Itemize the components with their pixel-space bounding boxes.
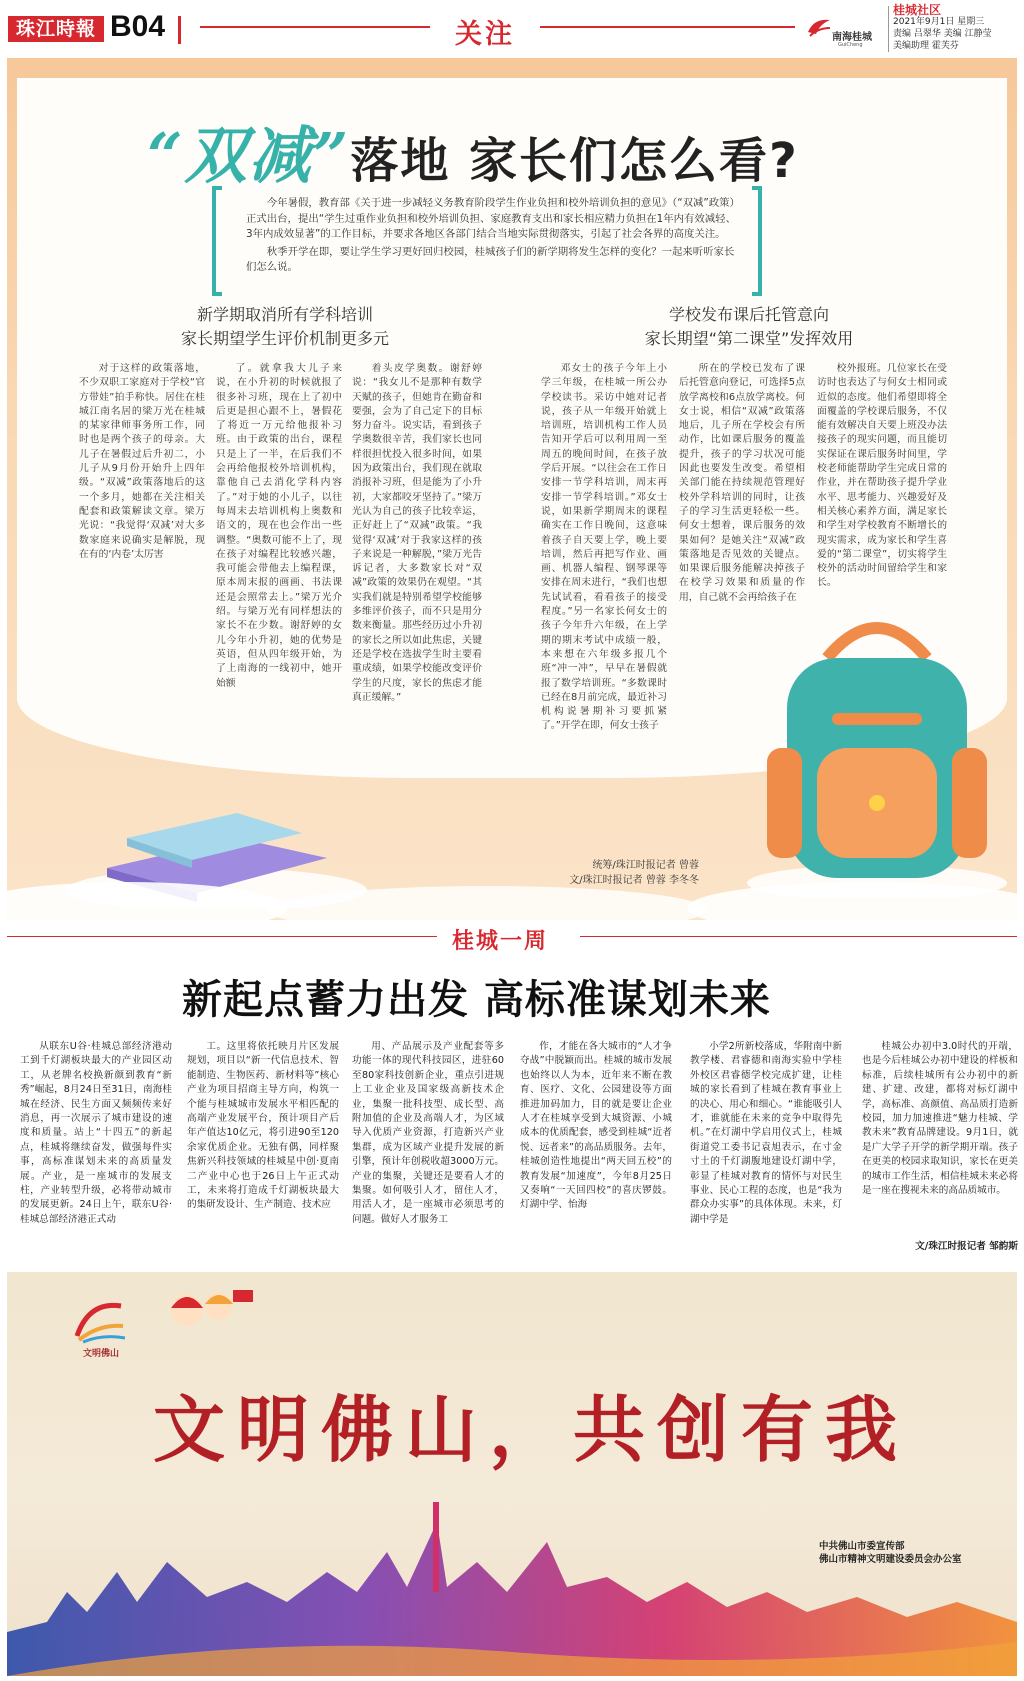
ad-logo-text: 文明佛山 — [83, 1349, 120, 1359]
feature-byline — [519, 858, 699, 888]
newspaper-logo: 珠江時報 — [8, 16, 104, 42]
section-title: 关注 — [455, 19, 515, 50]
nanhai-guicheng-brand — [806, 14, 886, 48]
issue-date: 2021年9月1日 星期三 — [893, 17, 985, 27]
article-column-4: 邓女士的孩子今年上小学三年级，在桂城一所公办学校读书。采访中她对记者说，孩子从一年级开始就上培训班，培训机构工作人员告知开学后可以利用周一至周五的晚间时间，在孩子放学后开展。“以往会在工作日安排一节学科培训，周末再安排一节学科培训。”邓女士说，如果新学期周末的课程确实在工作日晚间，这意味着孩子自天要上学，晚上要培训，然后再把写作业、画画、机器人编程、钢琴课等安排在周末进行，“我们也想先试试看，看看孩子的接受程度。”另一名家长何女士的孩子今年升六年级，在上学期的期末考试中成绩一般，本来想在六年级多报几个班“冲一冲”，早早在暑假就报了数学培训班。“多数课时已经在8月前完成，最近补习机构说暑期补习要抓紧了。”开学在即，何女士孩子 — [541, 363, 667, 732]
left-subheading-line-1: 新学期取消所有学科培训 — [196, 305, 373, 324]
weekly-column-1: 从联东U谷·桂城总部经济港动工到千灯湖板块最大的产业园区动工，从老牌名校换新颜到教育“新秀”崛起，8月24日至31日，南海桂城在经济、民生方面又频频传来好消息，再一次展示了城市建设的速度和质量。站上“十四五”的新起点，桂城将继续奋发，做强每件实事，高标准谋划未来的高质量发展。产业，是一座城市的发展支柱，产业转型升级，必将带动城市的发展更新。24日上午，联东U谷·桂城总部经济港正式动 — [20, 1041, 172, 1225]
double-reduction-feature — [7, 58, 1017, 920]
page-number: B04 — [110, 10, 166, 43]
weekly-section-header — [0, 924, 1024, 954]
masthead-rule-right — [540, 26, 795, 28]
weekly-byline: 文/珠江时报记者 邹韵斯 — [915, 1241, 1018, 1252]
article-column-2: 了。就拿我大儿子来说，在小升初的时候就报了很多补习班，现在上了初中后更是担心跟不上，暑假花了将近一万元给他报补习班。由于政策的出台，课程只是上了一半，在后我们不会再给他报校外培训机构，靠他自己去消化学科内容了。”对于她的小儿子，以往每周末去培训机构上奥数和语文的，现在也会作出一些调整。“奥数可能不上了，现在孩子对编程比较感兴趣，我可能会带他去上编程课，原本周末报的画画、书法课还是会照常去上。”梁万光介绍。与梁万光有同样想法的家长不在少数。谢舒婷的女儿今年小升初，她的优势是英语，但从四年级开始，为了上南海的一线初中，她开始额 — [216, 363, 342, 689]
right-subheading-line-2: 家长期望“第二课堂”发挥效用 — [644, 329, 854, 348]
ad-slogan: 文明佛山，共创有我 — [153, 1387, 910, 1472]
page-info — [893, 4, 1021, 52]
weekly-label: 桂城一周 — [452, 929, 549, 954]
assistant-credits: 美编助理 霍芙芬 — [893, 41, 959, 51]
headline-rest: 落地 家长们怎么看? — [350, 133, 799, 189]
intro-paragraph — [246, 196, 742, 276]
weekly-headline: 新起点蓄力出发 高标准谋划未来 — [182, 977, 771, 1023]
ad-organizer-1: 中共佛山市委宣传部 — [819, 1541, 905, 1552]
backpack-illustration — [747, 598, 1007, 898]
weekly-rule-right — [580, 936, 1017, 937]
weekly-column-6 — [862, 1040, 1018, 1254]
weekly-column-5: 小学2所新校落成，华附南中新教学楼、君睿德和南海实验中学桂外校区君睿德学校完成扩建，让桂城的家长看到了桂城在教育事业上的决心、用心和细心。“谁能吸引人才，谁就能在未来的竞争中取得先机。”在灯湖中学启用仪式上，桂城街道党工委书记袁旭表示，在寸金寸土的千灯湖腹地建设灯湖中学，彰显了桂城对教育的情怀与对民生事业、民心工程的态度，也是“我为群众办实事”的具体体现。未来，灯湖中学是 — [690, 1041, 842, 1225]
masthead-divider — [178, 16, 181, 44]
masthead — [0, 0, 1024, 56]
community-label: 桂城社区 — [893, 3, 942, 17]
ad-organizer-2: 佛山市精神文明建设委员会办公室 — [819, 1554, 962, 1565]
city-skyline-illustration — [7, 1502, 1017, 1676]
mascot-illustration — [157, 1282, 257, 1352]
weekly-column-4: 作，才能在各大城市的“人才争夺战”中脱颖而出。桂城的城市发展也始终以人为本，近年来不断在教育、医疗、文化、公园建设等方面推进加码加力，目的就是要让企业人才在桂城享受到大城资源、小城成本的优质配套，感受到桂城“近者悦、远者来”的高品质服务。去年，桂城创造性地提出“两天回五校”的教育发展“加速度”，今年8月25日又奏响“一天回四校”的喜庆锣鼓。灯湖中学、怡海 — [520, 1041, 672, 1211]
guicheng-logo-icon — [806, 14, 832, 40]
article-column-5: 所在的学校已发布了课后托管意向登记，可选择5点放学离校和6点放学离校。何女士说，相信“双减”政策落地后，儿子所在学校会有所动作，比如课后服务的覆盖提升，孩子的学习状况可能因此也要发生改变。希望相关部门能在持续规范管理好校外学科培训的同时，让孩子的学习生活更轻松一些。何女士想着，课后服务的效果如何？是她关注“双减”政策落地是否见效的关键点。如果课后服务能解决掉孩子在校学习效果和质量的作用，自己就不会再给孩子在 — [679, 363, 805, 603]
right-subheading — [619, 303, 879, 351]
article-column-1: 对于这样的政策落地，不少双职工家庭对于学校“官方带娃”拍手称快。居住在桂城江南名居的梁万光在桂城的某家律师事务所工作，同时也是两个孩子的母亲。大儿子在暑假过后升初二，小儿子从9月份开始升上四年级。“双减”政策落地后的这一个多月，她都在关注相关配套和政策解读文章。梁万光说：“我觉得‘双减’对大多数家庭来说确实是解脱，现在有的‘内卷’太厉害 — [79, 363, 205, 560]
intro-text-1: 今年暑假，教育部《关于进一步减轻义务教育阶段学生作业负担和校外培训负担的意见》（“双减”政策）正式出台，提出“学生过重作业负担和校外培训负担、家庭教育支出和家长相应精力负担在1年内有效减轻、3年内成效显著”的工作目标，并要求各地区各部门结合当地实际贯彻落实，引起了社会各界的高度关注。 — [246, 197, 740, 240]
article-column-6: 校外报班。几位家长在受访时也表达了与何女士相同或近似的态度。他们希望即将全面覆盖的学校课后服务，不仅能有效解决自天要上班没办法接孩子的现实问题，而且能切实保证在课后服务时间里，学校老师能帮助学生完成日常的作业，并在帮助孩子提升学业水平、思考能力、兴趣爱好及相关核心素养方面，满足家长和学生对学校教育不断增长的现实需求，成为家长和学生喜爱的“第二课堂”，切实将学生校外的活动时间留给学生和家长。 — [817, 363, 947, 589]
masthead-rule-left — [200, 26, 430, 28]
intro-bracket-left — [212, 186, 222, 296]
article-column-3: 着头皮学奥数。谢舒婷说：“我女儿不是那种有数学天赋的孩子，但她肯在勤奋和要强，会为了自己定下的目标努力奋斗。说实话，看到孩子学奥数很辛苦，我们家长也同样很担忧投入很多时间，如果因为政策出台，我们现在就取消报补习班，但是能为了小升初，大家都咬牙坚持了。”梁万光认为自己的孩子比较幸运，正好赶上了“双减”政策。“我觉得‘双减’对于我家这样的孩子来说是一种解脱，”梁万光告诉记者，大多数家长对“双减”政策的效果仍在观望。“其实我们就是特别希望学校能够多维评价孩子，而不只是用分数来衡量。那些经历过小升初的家长之所以如此焦虑，关键还是学校在选拔学生时主要看重成绩，如果学校能改变评价学生的尺度，家长的焦虑才能真正缓解。” — [352, 363, 482, 703]
intro-bracket-right — [752, 186, 762, 296]
left-subheading — [155, 303, 415, 351]
headline-highlight: “双减” — [147, 119, 351, 192]
intro-text-2: 秋季开学在即，要让学生学习更好回归校园，桂城孩子们的新学期将发生怎样的变化？一起来听听家长们怎么说。 — [246, 245, 735, 273]
right-subheading-line-1: 学校发布课后托管意向 — [668, 305, 829, 324]
byline-writers: 文/珠江时报记者 曾蓉 李冬冬 — [569, 875, 699, 886]
brand-text: 南海桂城 — [832, 32, 872, 43]
weekly-column-6-text: 桂城公办初中3.0时代的开端，也是今后桂城公办初中建设的样板和标准，后续桂城所有公办初中的新建、扩建、改建，都将对标灯湖中学，高标准、高颜值、高品质打造新校园，加力加速推进“魅力桂城、学教未来”教育品牌建设。9月1日，就是广大学子开学的新学期开端。孩子在更美的校园求取知识，家长在更美的城市工作生活，相信桂城未来必将是一座在搜视未来的高品质城市。 — [862, 1041, 1018, 1197]
weekly-column-2: 工。这里将依托映月片区发展规划，项目以“新一代信息技术、智能制造、生物医药、新材料等”核心产业为项目招商主导方向，构筑一个能与桂城城市发展水平相匹配的高端产业发展平台，预计项目产后年产值达10亿元，将引进90至120余家优质企业。无独有偶，同样聚焦新兴科技领域的桂城星中创·夏南二产业中心也于26日上午正式动工，未来将打造成千灯湖板块最大的集研发设计、生产制造、技术应 — [187, 1041, 339, 1211]
editor-credits: 责编 吕翠华 美编 江静莹 — [893, 29, 992, 39]
feature-headline — [147, 106, 799, 195]
left-subheading-line-2: 家长期望学生评价机制更多元 — [180, 329, 389, 348]
weekly-column-3: 用、产品展示及产业配套等多功能一体的现代科技园区，进驻60至80家科技创新企业，重点引进规上工业企业及国家级高新技术企业，集聚一批科技型、成长型、高附加值的企业及高端人才，为区域导入优质产业资源，打造新兴产业集群，成为区域产业提升发展的新引擎，预计年创税收超3000万元。产业的集聚，关键还是要看人才的集聚。如何吸引人才，留住人才，用活人才，是一座城市必须思考的问题。做好人才服务工 — [352, 1041, 504, 1225]
weekly-rule-left — [7, 936, 437, 937]
brand-subtext: GuiCheng — [838, 42, 863, 48]
byline-coordinator: 统筹/珠江时报记者 曾蓉 — [592, 860, 699, 871]
civilized-foshan-ad — [7, 1272, 1017, 1676]
cloud-decoration — [7, 858, 1017, 920]
civilized-foshan-logo-icon — [69, 1296, 129, 1346]
info-divider — [888, 6, 889, 52]
